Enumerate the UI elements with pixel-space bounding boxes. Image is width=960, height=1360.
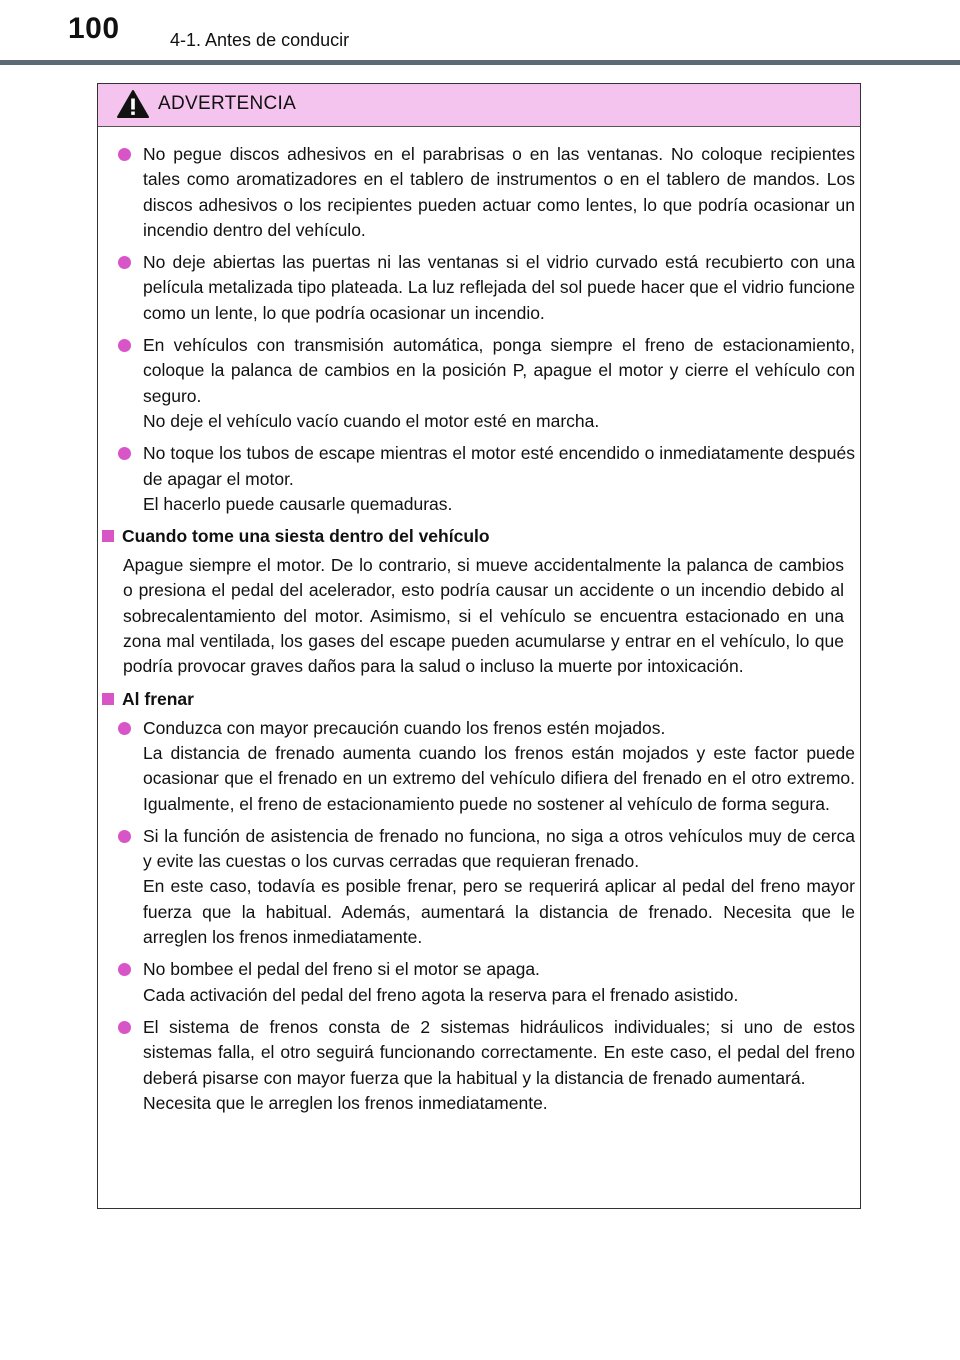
- bullet-text: En este caso, todavía es posible frenar, pero se requerirá aplicar al pedal del freno mayor fuerza que la habitual. Además, aumentará la distancia de frenado. Necesita que le arreglen los frenos inmediatamente.: [143, 876, 855, 948]
- square-marker-icon: [102, 530, 114, 542]
- circle-bullet-icon: [118, 256, 131, 269]
- bullet-text: No deje abiertas las puertas ni las ventanas si el vidrio curvado está recubierto con una película metalizada tipo plateada. La luz reflejada del sol puede hacer que el vidrio funcione como un lente, lo que podría ocasionar un incendio.: [143, 252, 855, 323]
- bullet-text: Cada activación del pedal del freno agota la reserva para el frenado asistido.: [143, 984, 739, 1005]
- bullet-text: No deje el vehículo vacío cuando el motor esté en marcha.: [143, 410, 600, 431]
- warning-triangle-icon: [116, 89, 150, 119]
- section-heading-label: Al frenar: [122, 688, 194, 709]
- paragraph-text: Apague siempre el motor. De lo contrario, si mueve accidentalmente la palanca de cambios o presiona el pedal del acelerador, esto podría causar un accidente o un incendio debido al sobrecalentamiento del motor. Asimismo, si el vehículo se encuentra estacionado en una zona mal ventilada, los gases del escape pueden acumularse y entrar en el vehículo, lo que podría provocar graves daños para la salud o incluso la muerte por intoxicación.: [123, 555, 844, 677]
- circle-bullet-icon: [118, 830, 131, 843]
- bullet-text: No pegue discos adhesivos en el parabrisas o en las ventanas. No coloque recipientes tales como aromatizadores en el tablero de instrumentos o en el tablero de mandos. Los discos adhesivos o los recipientes pueden actuar como lentes, lo que podría ocasionar un incendio dentro del vehículo.: [143, 144, 855, 240]
- bullet-text: El sistema de frenos consta de 2 sistemas hidráulicos individuales; si uno de estos sistemas falla, el otro seguirá funcionando correctamente. En este caso, el pedal del freno deberá pisarse con mayor fuerza que la habitual y la distancia de frenado aumentará.: [143, 1016, 855, 1088]
- circle-bullet-icon: [118, 148, 131, 161]
- bullet-text: El hacerlo puede causarle quemaduras.: [143, 493, 453, 514]
- warning-bullet: [98, 142, 862, 243]
- circle-bullet-icon: [118, 722, 131, 735]
- bullet-text: No bombee el pedal del freno si el motor se apaga.: [143, 959, 540, 980]
- bullet-text: Si la función de asistencia de frenado no funciona, no siga a otros vehículos muy de cerca y evite las cuestas o los curvas cerradas que requieran frenado.: [143, 825, 855, 872]
- circle-bullet-icon: [118, 447, 131, 460]
- circle-bullet-icon: [118, 963, 131, 976]
- section-paragraph: [98, 553, 862, 679]
- section-title: 4-1. Antes de conducir: [170, 30, 350, 50]
- bullet-text: Conduzca con mayor precaución cuando los frenos estén mojados.: [143, 717, 666, 738]
- section-heading: [98, 687, 862, 712]
- warning-bullet: [98, 250, 862, 326]
- page-header: [0, 0, 960, 70]
- warning-header: [98, 84, 860, 127]
- brake-bullet: [98, 824, 862, 950]
- section-heading-label: Cuando tome una siesta dentro del vehículo: [122, 526, 490, 547]
- brake-bullet: [98, 716, 862, 817]
- warning-content: [98, 142, 862, 1123]
- circle-bullet-icon: [118, 1021, 131, 1034]
- brake-bullet: [98, 1015, 862, 1116]
- warning-bullet: [98, 333, 862, 434]
- warning-title: ADVERTENCIA: [158, 93, 297, 114]
- section-heading: [98, 524, 862, 549]
- warning-bullet: [98, 441, 862, 517]
- header-rule: [0, 60, 960, 65]
- circle-bullet-icon: [118, 339, 131, 352]
- bullet-text: En vehículos con transmisión automática, ponga siempre el freno de estacionamiento, coloque la palanca de cambios en la posición P, apague el motor y cierre el vehículo con seguro.: [143, 335, 855, 406]
- page-number: 100: [68, 12, 120, 45]
- brake-bullet: [98, 957, 862, 1008]
- bullet-text: La distancia de frenado aumenta cuando los frenos están mojados y este factor puede ocasionar que el frenado en un extremo del vehículo difiera del frenado en el otro extremo. Igualmente, el freno de estacionamiento puede no sostener al vehículo de forma segura.: [143, 742, 855, 814]
- warning-box: [97, 83, 861, 1209]
- bullet-text: Necesita que le arreglen los frenos inmediatamente.: [143, 1092, 548, 1113]
- bullet-text: No toque los tubos de escape mientras el motor esté encendido o inmediatamente después de apagar el motor.: [143, 443, 855, 489]
- square-marker-icon: [102, 693, 114, 705]
